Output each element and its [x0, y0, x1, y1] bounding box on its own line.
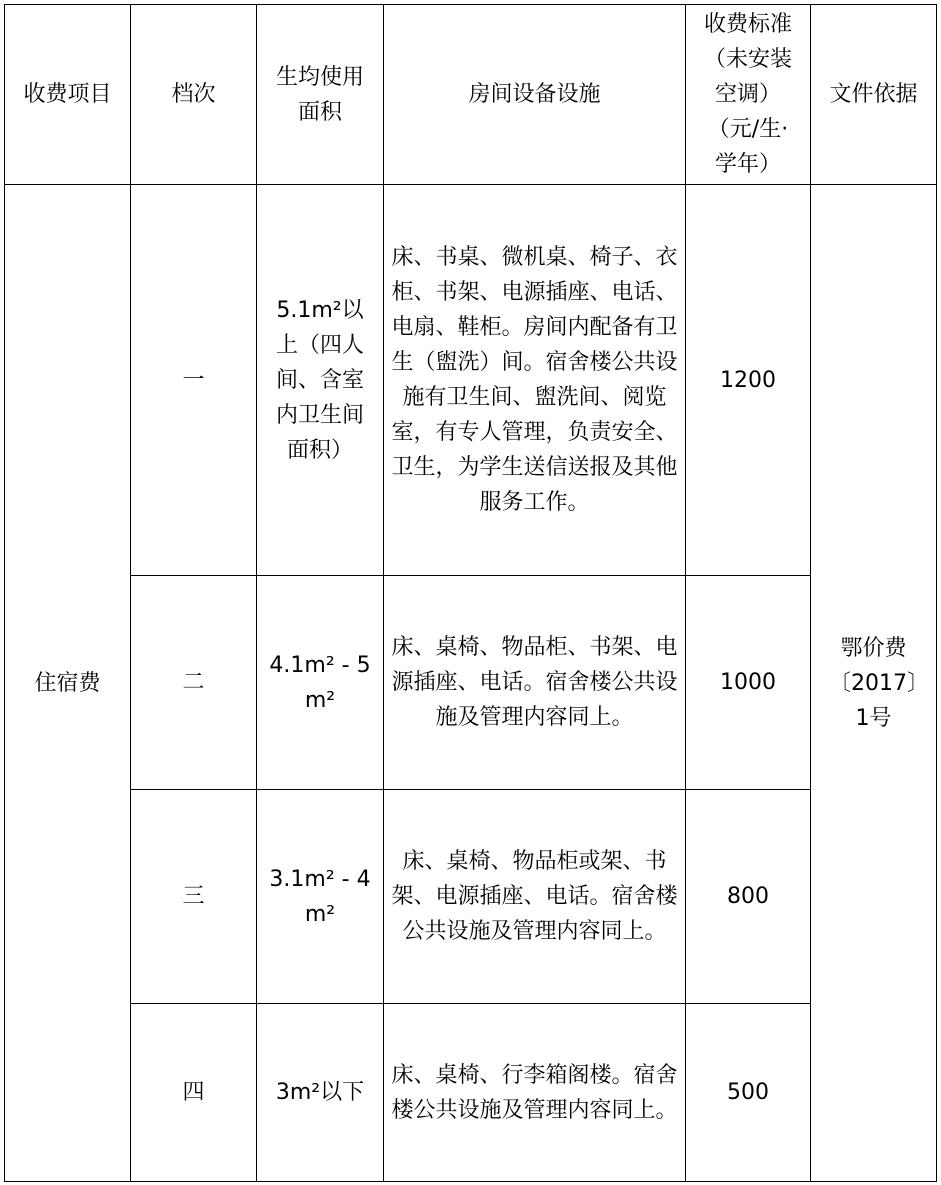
table-row	[5, 790, 937, 1004]
facilities-cell: 床、桌椅、行李箱阁楼。宿舍楼公共设施及管理内容同上。	[384, 1004, 686, 1182]
fee-cell: 1200	[686, 185, 811, 576]
facilities-cell: 床、桌椅、物品柜或架、书架、电源插座、电话。宿舍楼公共设施及管理内容同上。	[384, 790, 686, 1004]
fee-cell: 800	[686, 790, 811, 1004]
tier-cell: 四	[131, 1004, 257, 1182]
tier-cell: 三	[131, 790, 257, 1004]
area-cell: 4.1m² - 5 m²	[257, 576, 384, 790]
basis-cell: 鄂价费〔2017〕1号	[811, 185, 937, 1182]
header-area: 生均使用面积	[257, 5, 384, 185]
area-cell: 3.1m² - 4 m²	[257, 790, 384, 1004]
header-row	[5, 5, 937, 185]
item-name-cell: 住宿费	[5, 185, 131, 1182]
header-basis: 文件依据	[811, 5, 937, 185]
fee-cell: 1000	[686, 576, 811, 790]
area-cell: 5.1m²以上（四人间、含室内卫生间面积）	[257, 185, 384, 576]
header-facilities: 房间设备设施	[384, 5, 686, 185]
dormitory-fee-table	[4, 4, 937, 1182]
table-row	[5, 1004, 937, 1182]
header-standard: 收费标准（未安装空调）（元/生·学年）	[686, 5, 811, 185]
facilities-cell: 床、桌椅、物品柜、书架、电源插座、电话。宿舍楼公共设施及管理内容同上。	[384, 576, 686, 790]
tier-cell: 二	[131, 576, 257, 790]
table-row	[5, 185, 937, 576]
area-cell: 3m²以下	[257, 1004, 384, 1182]
header-tier: 档次	[131, 5, 257, 185]
header-item: 收费项目	[5, 5, 131, 185]
tier-cell: 一	[131, 185, 257, 576]
facilities-cell: 床、书桌、微机桌、椅子、衣柜、书架、电源插座、电话、电扇、鞋柜。房间内配备有卫生（盥洗）间。宿舍楼公共设施有卫生间、盥洗间、阅览室，有专人管理，负责安全、卫生，为学生送信送报及其他服务工作。	[384, 185, 686, 576]
table-row	[5, 576, 937, 790]
fee-cell: 500	[686, 1004, 811, 1182]
